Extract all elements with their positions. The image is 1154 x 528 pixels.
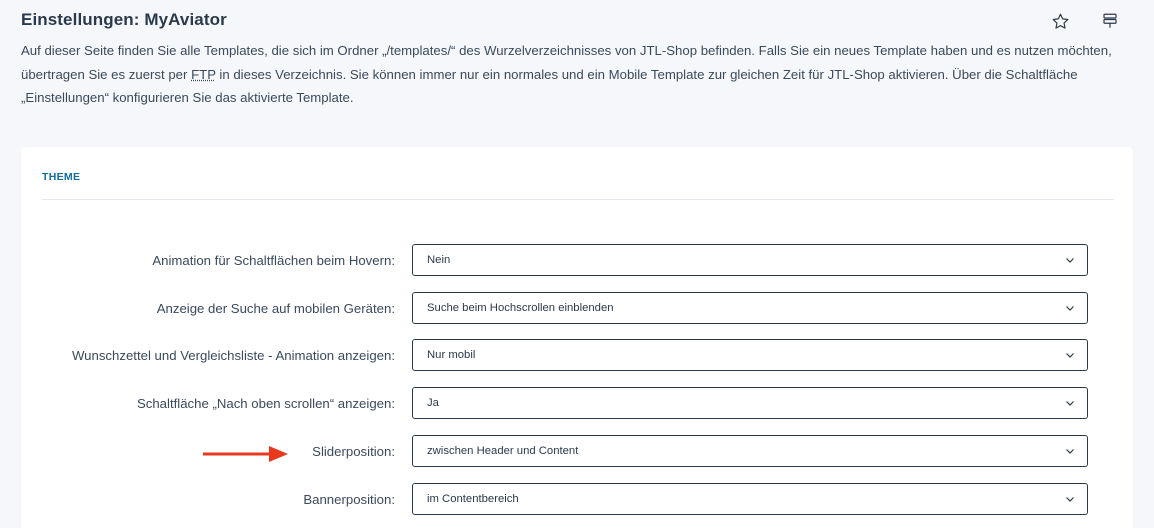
header-actions — [1050, 11, 1120, 31]
chevron-down-icon — [1065, 399, 1075, 407]
form-row-wishlist-animation — [21, 339, 1133, 371]
form-row-slider-position — [21, 435, 1133, 467]
form-row-scroll-to-top — [21, 387, 1133, 419]
form-label: Sliderposition: — [312, 443, 395, 459]
intro-text-part1: Auf dieser Seite finden Sie alle Templates, die sich im Ordner „/templates/“ des Wurzelverzeichnisses von JTL-Shop befinden. Falls Sie ein neues Template haben und es nutzen möchten, übertragen Sie es zuerst per — [21, 43, 1112, 82]
chevron-down-icon — [1065, 256, 1075, 264]
chevron-down-icon — [1065, 304, 1075, 312]
form-label: Animation für Schaltflächen beim Hovern: — [152, 252, 395, 268]
form-row-banner-position — [21, 483, 1133, 515]
select-mobile-search[interactable] — [412, 292, 1088, 324]
ftp-abbreviation: FTP — [191, 66, 216, 82]
star-icon[interactable] — [1050, 11, 1070, 31]
form-label: Wunschzettel und Vergleichsliste - Animation anzeigen: — [71, 347, 395, 363]
select-value: Ja — [427, 397, 439, 409]
theme-card — [21, 147, 1133, 528]
card-divider — [42, 199, 1114, 200]
select-banner-position[interactable] — [412, 483, 1088, 515]
select-wishlist-animation[interactable] — [412, 339, 1088, 371]
page-title: Einstellungen: MyAviator — [21, 10, 227, 29]
select-value: Suche beim Hochscrollen einblenden — [427, 302, 614, 314]
select-value: im Contentbereich — [427, 493, 519, 505]
form-row-button-hover-animation — [21, 244, 1133, 276]
select-value: Nur mobil — [427, 349, 476, 361]
annotation-arrow-icon — [203, 445, 289, 463]
form-row-mobile-search — [21, 292, 1133, 324]
select-scroll-to-top[interactable] — [412, 387, 1088, 419]
form-label: Anzeige der Suche auf mobilen Geräten: — [156, 300, 395, 316]
select-button-hover-animation[interactable] — [412, 244, 1088, 276]
intro-text — [21, 39, 1121, 110]
stack-icon[interactable] — [1100, 11, 1120, 31]
chevron-down-icon — [1065, 351, 1075, 359]
select-value: zwischen Header und Content — [427, 445, 579, 457]
select-value: Nein — [427, 254, 451, 266]
chevron-down-icon — [1065, 447, 1075, 455]
form-label: Bannerposition: — [303, 491, 395, 507]
chevron-down-icon — [1065, 495, 1075, 503]
form-label: Schaltfläche „Nach oben scrollen“ anzeigen: — [136, 395, 395, 411]
select-slider-position[interactable] — [412, 435, 1088, 467]
card-heading: THEME — [42, 171, 81, 183]
intro-text-part2: in dieses Verzeichnis. Sie können immer nur ein normales und ein Mobile Template zur gleichen Zeit für JTL-Shop aktivieren. Über die Schaltfläche „Einstellungen“ konfigurieren Sie das aktivierte Template. — [21, 66, 1078, 105]
